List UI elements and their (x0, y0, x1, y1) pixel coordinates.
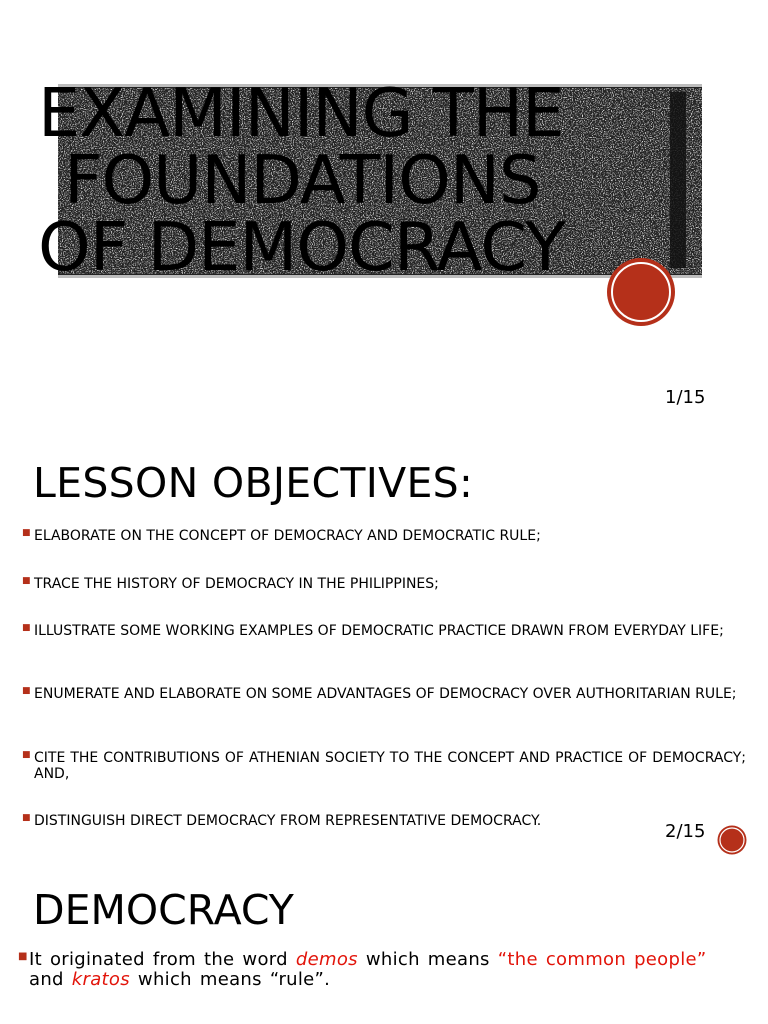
square-bullet-icon: ■ (22, 576, 31, 586)
objective-item (22, 686, 746, 702)
square-bullet-icon: ■ (22, 750, 31, 760)
definition-part: which means (357, 949, 498, 970)
objective-item (22, 576, 746, 592)
square-bullet-icon: ■ (22, 686, 31, 696)
square-bullet-icon: ■ (18, 951, 28, 962)
objective-text: TRACE THE HISTORY OF DEMOCRACY IN THE PHILIPPINES; (34, 576, 439, 592)
page-number: 2/15 (665, 821, 706, 842)
square-bullet-icon: ■ (22, 528, 31, 538)
square-bullet-icon: ■ (22, 813, 31, 823)
objective-text: ENUMERATE AND ELABORATE ON SOME ADVANTAGES OF DEMOCRACY OVER AUTHORITARIAN RULE; (34, 686, 737, 702)
presentation-title (38, 74, 698, 286)
definition-part: which means “rule”. (129, 969, 331, 990)
title-line-1: EXAMINING THE (38, 74, 564, 152)
objective-item (22, 623, 746, 639)
objective-item (22, 750, 746, 782)
objective-text: DISTINGUISH DIRECT DEMOCRACY FROM REPRESENTATIVE DEMOCRACY. (34, 813, 542, 829)
objective-text: ELABORATE ON THE CONCEPT OF DEMOCRACY AND DEMOCRATIC RULE; (34, 528, 541, 544)
decorative-circle-icon (606, 257, 676, 327)
objective-item (22, 813, 746, 829)
objective-item (22, 528, 746, 544)
square-bullet-icon: ■ (22, 623, 31, 633)
title-line-3: OF DEMOCRACY (38, 208, 565, 286)
decorative-circle-icon (717, 825, 747, 855)
objective-text: ILLUSTRATE SOME WORKING EXAMPLES OF DEMOCRATIC PRACTICE DRAWN FROM EVERYDAY LIFE; (34, 623, 724, 639)
objective-text: CITE THE CONTRIBUTIONS OF ATHENIAN SOCIETY TO THE CONCEPT AND PRACTICE OF DEMOCRACY; AND, (34, 750, 746, 782)
term-demos: demos (295, 949, 358, 970)
page-number: 1/15 (665, 387, 706, 408)
term-kratos: kratos (71, 969, 130, 990)
democracy-heading: DEMOCRACY (33, 886, 294, 934)
meaning-common-people: “the common people” (497, 949, 707, 970)
definition-part: and (29, 969, 72, 990)
definition-part: It originated from the word (29, 949, 296, 970)
lesson-objectives-heading: LESSON OBJECTIVES: (33, 459, 474, 507)
title-line-2: FOUNDATIONS (64, 141, 541, 219)
definition-item (18, 950, 748, 990)
definition-text (29, 950, 748, 990)
